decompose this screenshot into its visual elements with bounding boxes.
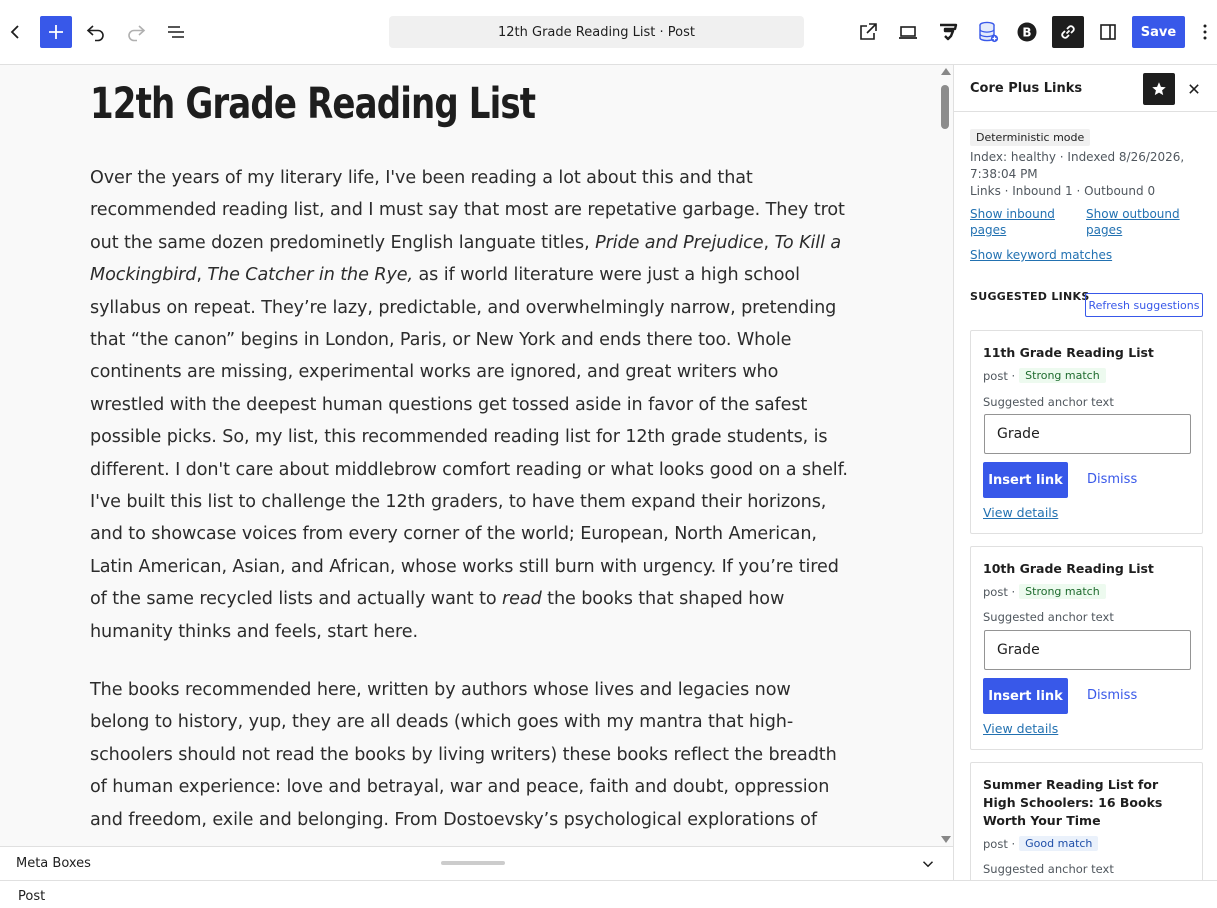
post-type: post · [983, 584, 1016, 599]
match-badge: Strong match [1019, 584, 1106, 599]
core-plus-links-sidebar [953, 65, 1217, 880]
anchor-label: Suggested anchor text [983, 395, 1114, 409]
back-chevron-icon [4, 20, 28, 44]
meta-boxes-label: Meta Boxes [16, 856, 91, 871]
paragraph-block[interactable]: Over the years of my literary life, I've been reading a lot about this and that recommended reading list, and I must say that most are repetative garbage. They trot out the same dozen predominetly English languate titles, Pride and Prejudice, To Kill a Mockingbird, The Catcher in the Rye, as if world literature were just a high school syllabus on repeat. They’re lazy, predictable, and overwhelmingly narrow, pretending that “the canon” begins in London, Paris, or New York and ends there too. Whole continents are missing, experimental works are ignored, and great writers who wrestled with the deepest human questions get tossed aside in favor of the safest possible picks. So, my list, this recommended reading list for 12th grade students, is different. I don't care about middlebrow comfort reading or what looks good on a shelf. I've built this list to challenge the 12th graders, to have them expand their horizons, and to showcase voices from every corner of the world; European, North American, Latin American, Asian, and African, whose works still burn with urgency. If you’re tired of the same recycled lists and actually want to read the books that shaped how humanity thinks and feels, start here. [90, 168, 848, 642]
match-badge: Strong match [1019, 368, 1106, 383]
dismiss-button[interactable]: Dismiss [1087, 472, 1138, 487]
anchor-label: Suggested anchor text [983, 610, 1114, 624]
options-button[interactable] [1193, 16, 1217, 48]
list-view-icon [164, 20, 188, 44]
suggestion-card [970, 330, 1203, 534]
view-details-link[interactable]: View details [983, 721, 1059, 736]
suggestion-meta [983, 368, 1106, 383]
meta-boxes-panel[interactable] [0, 846, 953, 880]
show-inbound-link[interactable]: Show inbound pages [970, 207, 1055, 237]
links-status: Links · Inbound 1 · Outbound 0 [970, 184, 1156, 198]
suggestion-meta [983, 836, 1098, 851]
document-overview-button[interactable] [160, 16, 192, 48]
undo-button[interactable] [80, 16, 112, 48]
sidebar-toggle-icon [1096, 20, 1120, 44]
star-icon [1150, 80, 1168, 98]
external-link-icon [856, 20, 880, 44]
editor-canvas[interactable] [0, 65, 953, 846]
index-status: Index: healthy · Indexed 8/26/2026, 7:38:04 PM [970, 150, 1185, 181]
save-button[interactable]: Save [1132, 16, 1185, 48]
shield-plugin-button[interactable] [932, 16, 964, 48]
suggestion-title: Summer Reading List for High Schoolers: 16 Books Worth Your Time [983, 777, 1163, 828]
redo-icon [124, 20, 148, 44]
suggested-links-heading: SUGGESTED LINKS [970, 290, 1090, 303]
anchor-text-input[interactable]: Grade [984, 414, 1191, 454]
document-title-bar[interactable]: 12th Grade Reading List · Post [389, 16, 804, 48]
editor-toolbar [0, 0, 1217, 65]
database-icon [976, 20, 1000, 44]
suggestion-title: 11th Grade Reading List [983, 345, 1154, 360]
anchor-label: Suggested anchor text [983, 862, 1114, 876]
insert-link-button[interactable]: Insert link [983, 678, 1068, 714]
b-circle-icon [1015, 20, 1039, 44]
more-vertical-icon [1193, 20, 1217, 44]
dismiss-button[interactable]: Dismiss [1087, 688, 1138, 703]
pin-button[interactable] [1143, 73, 1175, 105]
chevron-down-icon[interactable] [919, 855, 937, 873]
show-outbound-link[interactable]: Show outbound pages [1086, 207, 1180, 237]
back-button[interactable] [0, 16, 32, 48]
editor-footer [0, 880, 1217, 908]
scroll-down-arrow[interactable] [941, 836, 951, 843]
undo-icon [84, 20, 108, 44]
add-block-button[interactable] [40, 16, 72, 48]
match-badge: Good match [1019, 836, 1098, 851]
suggestion-meta [983, 584, 1106, 599]
mode-badge: Deterministic mode [970, 129, 1090, 146]
refresh-suggestions-button[interactable]: Refresh suggestions [1085, 293, 1203, 317]
resize-handle[interactable] [441, 861, 505, 865]
show-keyword-matches-link[interactable]: Show keyword matches [970, 248, 1113, 262]
database-plugin-button[interactable] [972, 16, 1004, 48]
canvas-scrollbar[interactable] [937, 65, 953, 846]
sidebar-title: Core Plus Links [970, 81, 1083, 96]
post-title[interactable]: 12th Grade Reading List [90, 79, 536, 129]
scroll-up-arrow[interactable] [941, 68, 951, 75]
paragraph-block[interactable]: The books recommended here, written by authors whose lives and legacies now belong to history, yup, they are all deads (which goes with my mantra that high-schoolers should not read the books by living writers) these books reflect the breadth of human experience: love and betrayal, war and peace, faith and doubt, oppression and freedom, exile and belonging. From Dostoevsky’s psychological explorations of [90, 680, 837, 830]
insert-link-button[interactable]: Insert link [983, 462, 1068, 498]
sidebar-header [954, 65, 1217, 112]
redo-button[interactable] [120, 16, 152, 48]
suggestion-card [970, 546, 1203, 750]
settings-sidebar-button[interactable] [1092, 16, 1124, 48]
svg-text:B: B [1022, 25, 1032, 40]
suggestion-card [970, 762, 1203, 880]
laptop-preview-icon [896, 20, 920, 44]
post-type: post · [983, 368, 1016, 383]
breadcrumb[interactable]: Post [18, 889, 46, 904]
view-details-link[interactable]: View details [983, 505, 1059, 520]
anchor-text-input[interactable]: Grade [984, 630, 1191, 670]
view-post-button[interactable] [852, 16, 884, 48]
core-plus-links-button[interactable] [1052, 16, 1084, 48]
b-plugin-button[interactable] [1011, 16, 1043, 48]
scroll-thumb[interactable] [941, 85, 949, 129]
suggestion-title: 10th Grade Reading List [983, 561, 1154, 576]
preview-button[interactable] [892, 16, 924, 48]
shield-plugin-icon [936, 20, 960, 44]
close-icon[interactable] [1184, 79, 1204, 99]
link-icon [1056, 20, 1080, 44]
plus-icon [44, 20, 68, 44]
post-type: post · [983, 836, 1016, 851]
